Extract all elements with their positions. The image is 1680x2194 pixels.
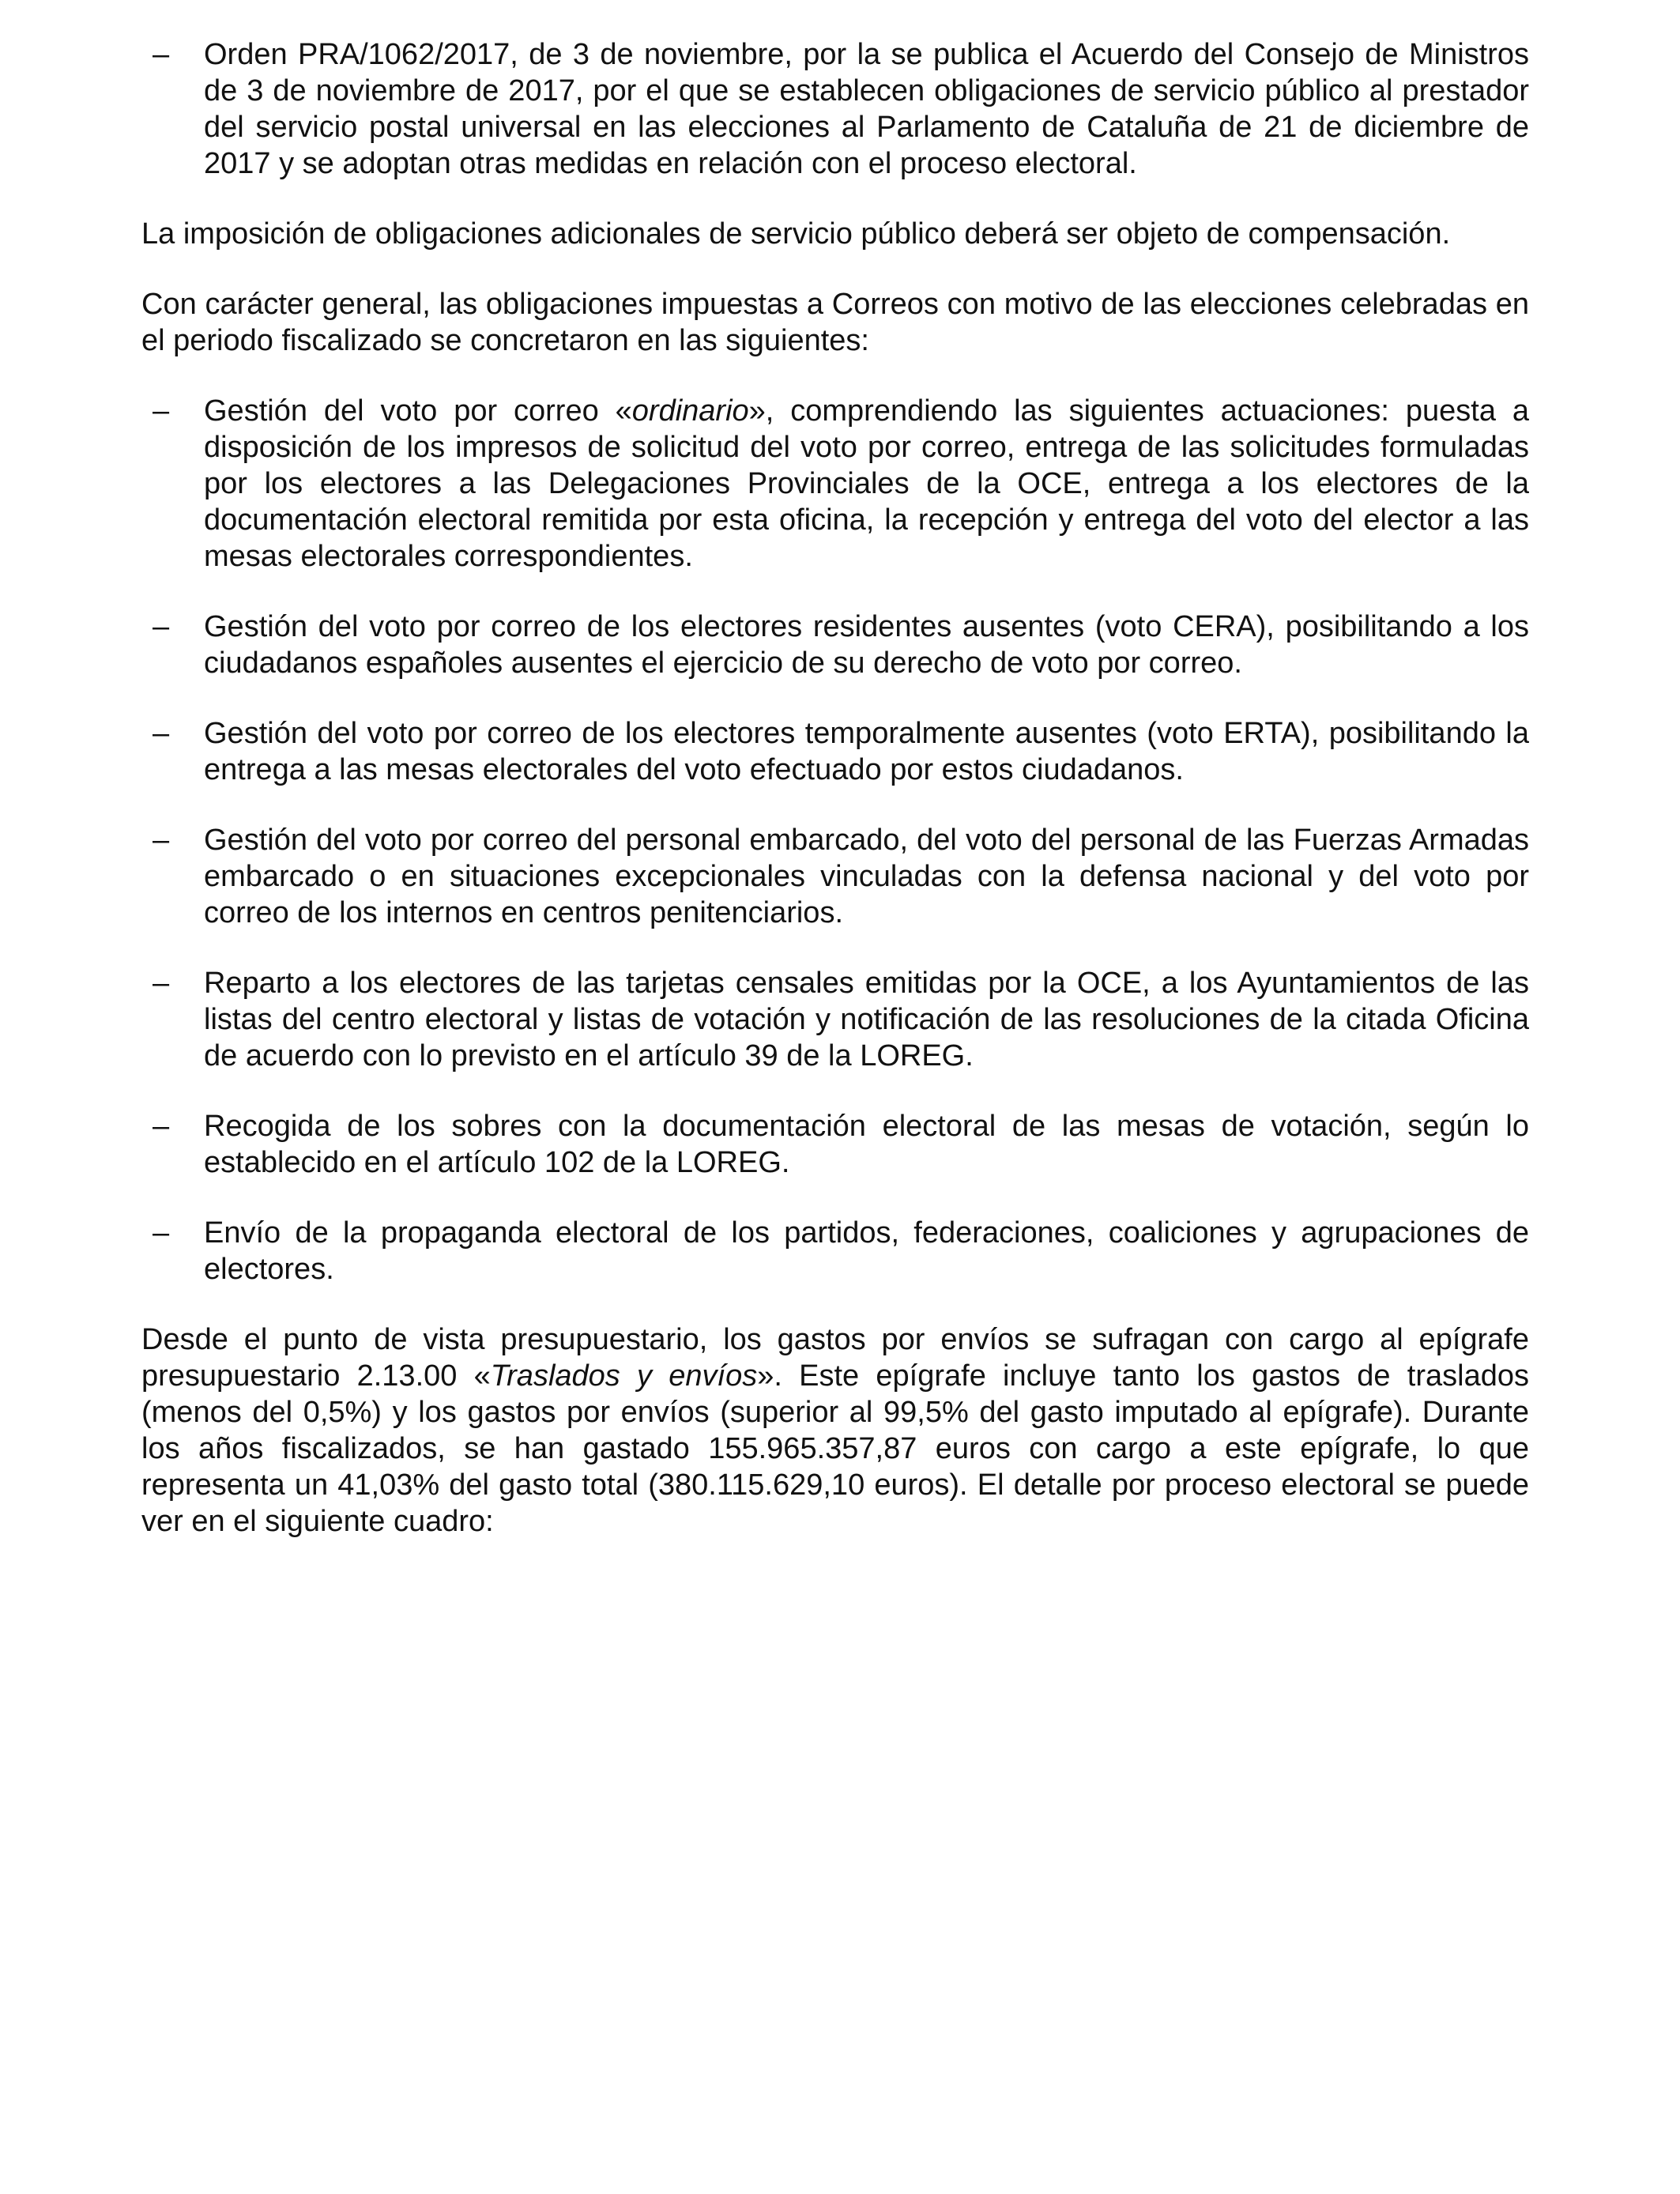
list-item-voto-ordinario	[141, 393, 1529, 575]
list-item-text: Gestión del voto por correo de los electores temporalmente ausentes (voto ERTA), posibilitando la entrega a las mesas electorales del voto efectuado por estos ciudadanos.	[204, 717, 1529, 786]
bullet-dash: –	[153, 717, 170, 750]
list-item-orden-pra	[141, 36, 1529, 182]
document-page	[141, 36, 1529, 1540]
list-item-text	[204, 394, 1529, 573]
list-item-personal-embarcado	[141, 822, 1529, 931]
paragraph-budget	[141, 1321, 1529, 1540]
bullet-dash: –	[153, 610, 170, 643]
italic-term: Traslados y envíos	[490, 1359, 758, 1393]
bullet-dash: –	[153, 1216, 170, 1250]
text-fragment: », comprendiendo las siguientes actuaciones: puesta a disposición de los impresos de solicitud del voto por correo, entrega de las solicitudes formuladas por los electores a las Delegaciones Provinciales de la OCE, entrega a los electores de la documentación electoral remitida por esta oficina, la recepción y entrega del voto del elector a las mesas electorales correspondientes.	[204, 394, 1529, 573]
bullet-dash: –	[153, 824, 170, 857]
text-fragment: ». Este epígrafe incluye tanto los gastos de traslados (menos del 0,5%) y los gastos por envíos (superior al 99,5% del gasto imputado al epígrafe). Durante los años fiscalizados, se han gastado 155.965.357,87 euros con cargo a este epígrafe, lo que representa un 41,03% del gasto total (380.115.629,10 euros). El detalle por proceso electoral se puede ver en el siguiente cuadro:	[141, 1359, 1529, 1538]
list-item-text: Envío de la propaganda electoral de los partidos, federaciones, coaliciones y agrupaciones de electores.	[204, 1216, 1529, 1286]
list-item-text: Recogida de los sobres con la documentación electoral de las mesas de votación, según lo establecido en el artículo 102 de la LOREG.	[204, 1110, 1529, 1179]
bullet-dash: –	[153, 394, 170, 428]
text-fragment: Desde el punto de vista presupuestario, los gastos por envíos se sufragan con cargo al epígrafe presupuestario 2.13.00 «	[141, 1323, 1529, 1393]
italic-term: ordinario	[631, 394, 749, 428]
paragraph-compensation: La imposición de obligaciones adicionales de servicio público deberá ser objeto de compensación.	[141, 217, 1451, 251]
list-item-propaganda	[141, 1215, 1529, 1287]
list-item-text: Reparto a los electores de las tarjetas censales emitidas por la OCE, a los Ayuntamientos de las listas del centro electoral y listas de votación y notificación de las resoluciones de la citada Oficina de acuerdo con lo previsto en el artículo 39 de la LOREG.	[204, 967, 1529, 1072]
list-item-recogida-sobres	[141, 1108, 1529, 1181]
list-item-text: Gestión del voto por correo de los electores residentes ausentes (voto CERA), posibilitando a los ciudadanos españoles ausentes el ejercicio de su derecho de voto por correo.	[204, 610, 1529, 680]
bullet-dash: –	[153, 967, 170, 1000]
bullet-dash: –	[153, 1110, 170, 1143]
text-fragment: Gestión del voto por correo «	[204, 394, 632, 428]
list-item-voto-erta	[141, 715, 1529, 788]
list-item-tarjetas-censales	[141, 965, 1529, 1074]
bullet-dash: –	[153, 38, 170, 71]
paragraph-general: Con carácter general, las obligaciones impuestas a Correos con motivo de las elecciones celebradas en el periodo fiscalizado se concretaron en las siguientes:	[141, 288, 1529, 357]
list-item-text: Gestión del voto por correo del personal embarcado, del voto del personal de las Fuerzas Armadas embarcado o en situaciones excepcionales vinculadas con la defensa nacional y del voto por correo de los internos en centros penitenciarios.	[204, 824, 1529, 929]
list-item-voto-cera	[141, 609, 1529, 681]
list-item-text: Orden PRA/1062/2017, de 3 de noviembre, por la se publica el Acuerdo del Consejo de Ministros de 3 de noviembre de 2017, por el que se establecen obligaciones de servicio público al prestador del servicio postal universal en las elecciones al Parlamento de Cataluña de 21 de diciembre de 2017 y se adoptan otras medidas en relación con el proceso electoral.	[204, 38, 1529, 180]
